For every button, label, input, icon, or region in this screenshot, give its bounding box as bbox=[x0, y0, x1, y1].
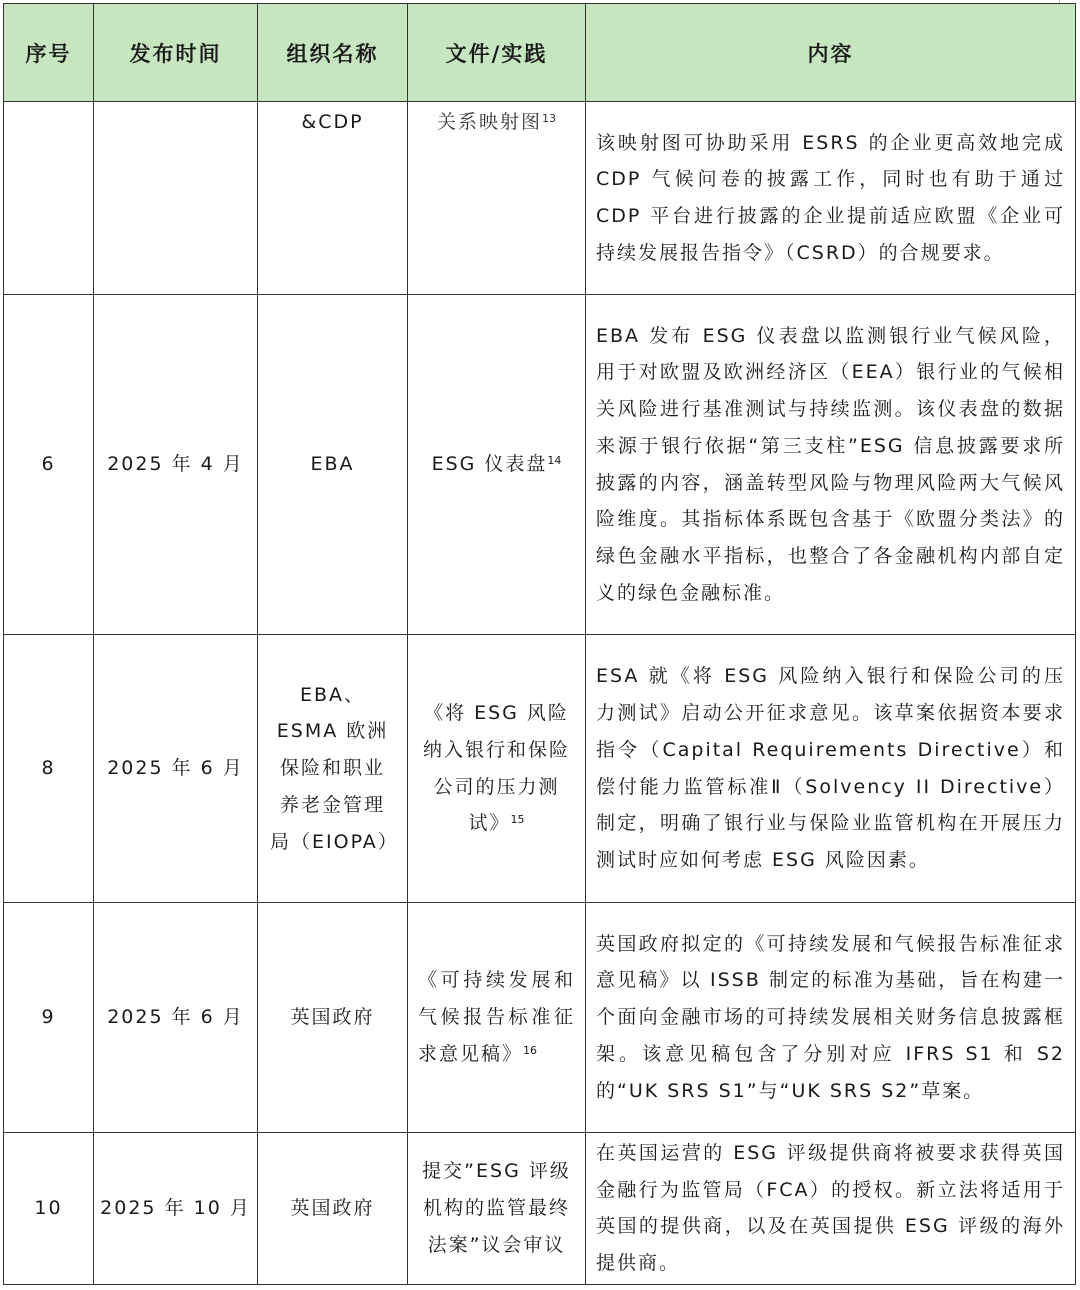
cell-doc-text: 关系映射图 bbox=[436, 111, 542, 133]
cell-org: 英国政府 bbox=[258, 903, 408, 1133]
cell-date: 2025 年 4 月 bbox=[94, 295, 258, 635]
cell-date: 2025 年 6 月 bbox=[94, 635, 258, 903]
cell-date bbox=[94, 102, 258, 295]
cell-org: &CDP bbox=[258, 102, 408, 295]
footnote-ref: 15 bbox=[510, 813, 525, 827]
cell-org: EBA、ESMA 欧洲保险和职业养老金管理局（EIOPA） bbox=[258, 635, 408, 903]
cell-doc bbox=[408, 295, 586, 635]
cell-content: 英国政府拟定的《可持续发展和气候报告标准征求意见稿》以 ISSB 制定的标准为基础，旨在构建一个面向金融市场的可持续发展相关财务信息披露框架。该意见稿包含了分别对应 IFRS S1 和 S2 的“UK SRS S1”与“UK SRS S2”草案。 bbox=[586, 903, 1076, 1133]
cell-org: 英国政府 bbox=[258, 1133, 408, 1285]
esg-regulation-table bbox=[3, 3, 1076, 1285]
header-no: 序号 bbox=[4, 4, 94, 102]
header-date: 发布时间 bbox=[94, 4, 258, 102]
cell-doc-text: 《将 ESG 风险纳入银行和保险公司的压力测试》 bbox=[422, 702, 570, 835]
cell-doc bbox=[408, 903, 586, 1133]
footnote-ref: 16 bbox=[523, 1043, 538, 1057]
header-doc: 文件/实践 bbox=[408, 4, 586, 102]
cell-no bbox=[4, 102, 94, 295]
cell-doc-text: 《可持续发展和气候报告标准征求意见稿》 bbox=[418, 969, 575, 1065]
cell-doc bbox=[408, 635, 586, 903]
cell-no: 8 bbox=[4, 635, 94, 903]
cell-date: 2025 年 6 月 bbox=[94, 903, 258, 1133]
cell-org: EBA bbox=[258, 295, 408, 635]
table-row bbox=[4, 102, 1076, 295]
cell-doc-text: ESG 仪表盘 bbox=[431, 453, 548, 476]
footnote-ref: 14 bbox=[547, 454, 562, 468]
table-header-row bbox=[4, 4, 1076, 102]
cell-content: 在英国运营的 ESG 评级提供商将被要求获得英国金融行为监管局（FCA）的授权。新立法将适用于英国的提供商，以及在英国提供 ESG 评级的海外提供商。 bbox=[586, 1133, 1076, 1285]
cell-no: 9 bbox=[4, 903, 94, 1133]
table-row bbox=[4, 295, 1076, 635]
cell-doc bbox=[408, 102, 586, 295]
table-row bbox=[4, 1133, 1076, 1285]
cell-doc-text: 提交”ESG 评级机构的监管最终法案”议会审议 bbox=[422, 1160, 571, 1256]
table-row bbox=[4, 635, 1076, 903]
table-row bbox=[4, 903, 1076, 1133]
header-content: 内容 bbox=[586, 4, 1076, 102]
cell-doc bbox=[408, 1133, 586, 1285]
cell-no: 10 bbox=[4, 1133, 94, 1285]
cell-content: 该映射图可协助采用 ESRS 的企业更高效地完成 CDP 气候问卷的披露工作，同时也有助于通过 CDP 平台进行披露的企业提前适应欧盟《企业可持续发展报告指令》（CSRD）的合规要求。 bbox=[586, 102, 1076, 295]
cell-content: ESA 就《将 ESG 风险纳入银行和保险公司的压力测试》启动公开征求意见。该草案依据资本要求指令（Capital Requirements Directive）和偿付能力监管标准Ⅱ（Solvency II Directive）制定，明确了银行业与保险业监管机构在开展压力测试时应如何考虑 ESG 风险因素。 bbox=[586, 635, 1076, 903]
cell-content: EBA 发布 ESG 仪表盘以监测银行业气候风险，用于对欧盟及欧洲经济区（EEA）银行业的气候相关风险进行基准测试与持续监测。该仪表盘的数据来源于银行依据“第三支柱”ESG 信息披露要求所披露的内容，涵盖转型风险与物理风险两大气候风险维度。其指标体系既包含基于《欧盟分类法》的绿色金融水平指标，也整合了各金融机构内部自定义的绿色金融标准。 bbox=[586, 295, 1076, 635]
cell-date: 2025 年 10 月 bbox=[94, 1133, 258, 1285]
cell-no: 6 bbox=[4, 295, 94, 635]
footnote-ref: 13 bbox=[542, 112, 556, 125]
header-org: 组织名称 bbox=[258, 4, 408, 102]
